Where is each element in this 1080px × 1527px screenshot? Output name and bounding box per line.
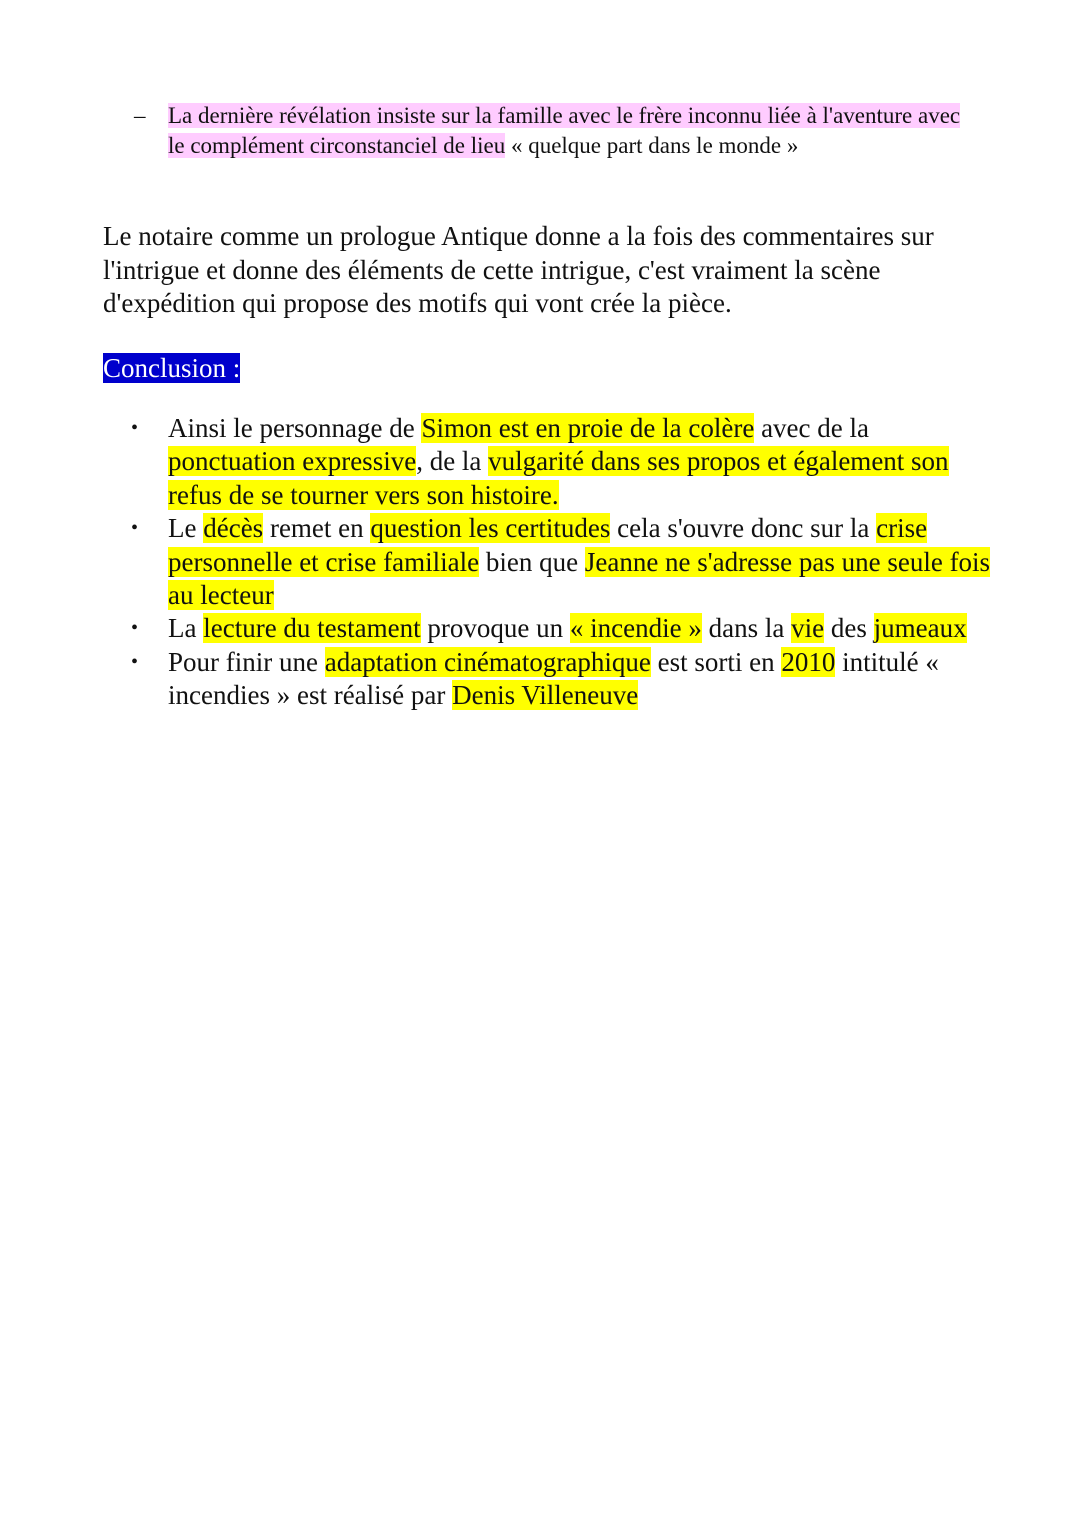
list-item: [0, 512, 998, 612]
conclusion-heading: Conclusion :: [103, 353, 241, 383]
text-segment: Ainsi le personnage de: [168, 413, 422, 443]
bullet-icon: •: [131, 650, 139, 673]
text-segment: intitulé « incendies » est réalisé par: [168, 646, 939, 711]
text-segment: dans la: [701, 613, 792, 644]
text-segment: des: [824, 613, 874, 644]
list-item: [0, 412, 998, 512]
highlighted-text: « incendie »: [569, 613, 702, 644]
text-segment: provoque un: [420, 613, 570, 644]
list-item: [0, 612, 998, 645]
bullet-icon: •: [131, 517, 139, 540]
text-segment: La: [168, 613, 204, 644]
conclusion-list: [0, 412, 1080, 713]
text-segment: avec de la: [754, 413, 869, 443]
dash-list-item: [168, 101, 968, 160]
quote-text: « quelque part dans le monde »: [505, 132, 799, 158]
highlighted-text: Simon est en proie de la colère: [421, 413, 755, 443]
highlighted-text: ponctuation expressive: [168, 446, 417, 477]
text-segment: , de la: [416, 446, 489, 477]
text-segment: remet en: [263, 513, 371, 544]
highlighted-text: La dernière révélation insiste sur la famille avec le frère inconnu liée à l'aventure avec le complément circonstanciel de lieu: [168, 103, 961, 158]
highlighted-text: 2010: [781, 646, 836, 677]
list-item: [0, 646, 998, 713]
text-segment: cela s'ouvre donc sur la: [610, 513, 877, 544]
bullet-icon: •: [131, 417, 139, 439]
bullet-icon: •: [131, 617, 139, 640]
highlighted-text: adaptation cinématographique: [324, 646, 651, 677]
text-segment: bien que: [479, 546, 585, 577]
highlighted-text: Jeanne ne s'adresse pas une seule fois au lecteur: [168, 546, 991, 611]
section-heading: [103, 352, 240, 385]
highlighted-text: jumeaux: [873, 613, 967, 644]
body-paragraph: Le notaire comme un prologue Antique donne a la fois des commentaires sur l'intrigue et donne des éléments de cette intrigue, c'est vraiment la scène d'expédition qui propose des motifs qui vont crée la pièce.: [103, 221, 934, 318]
dash-marker: –: [134, 103, 146, 128]
highlighted-text: crise personnelle et crise familiale: [168, 513, 928, 577]
highlighted-text: décès: [203, 513, 264, 544]
text-segment: Le: [168, 513, 204, 544]
highlighted-text: vie: [791, 613, 825, 644]
highlighted-text: Denis Villeneuve: [452, 680, 639, 711]
text-segment: est sorti en: [650, 646, 782, 677]
highlighted-text: question les certitudes: [370, 513, 611, 544]
highlighted-text: lecture du testament: [203, 613, 421, 644]
text-segment: Pour finir une: [168, 646, 325, 677]
highlighted-text: vulgarité dans ses propos et également son refus de se tourner vers son histoire.: [168, 446, 949, 510]
